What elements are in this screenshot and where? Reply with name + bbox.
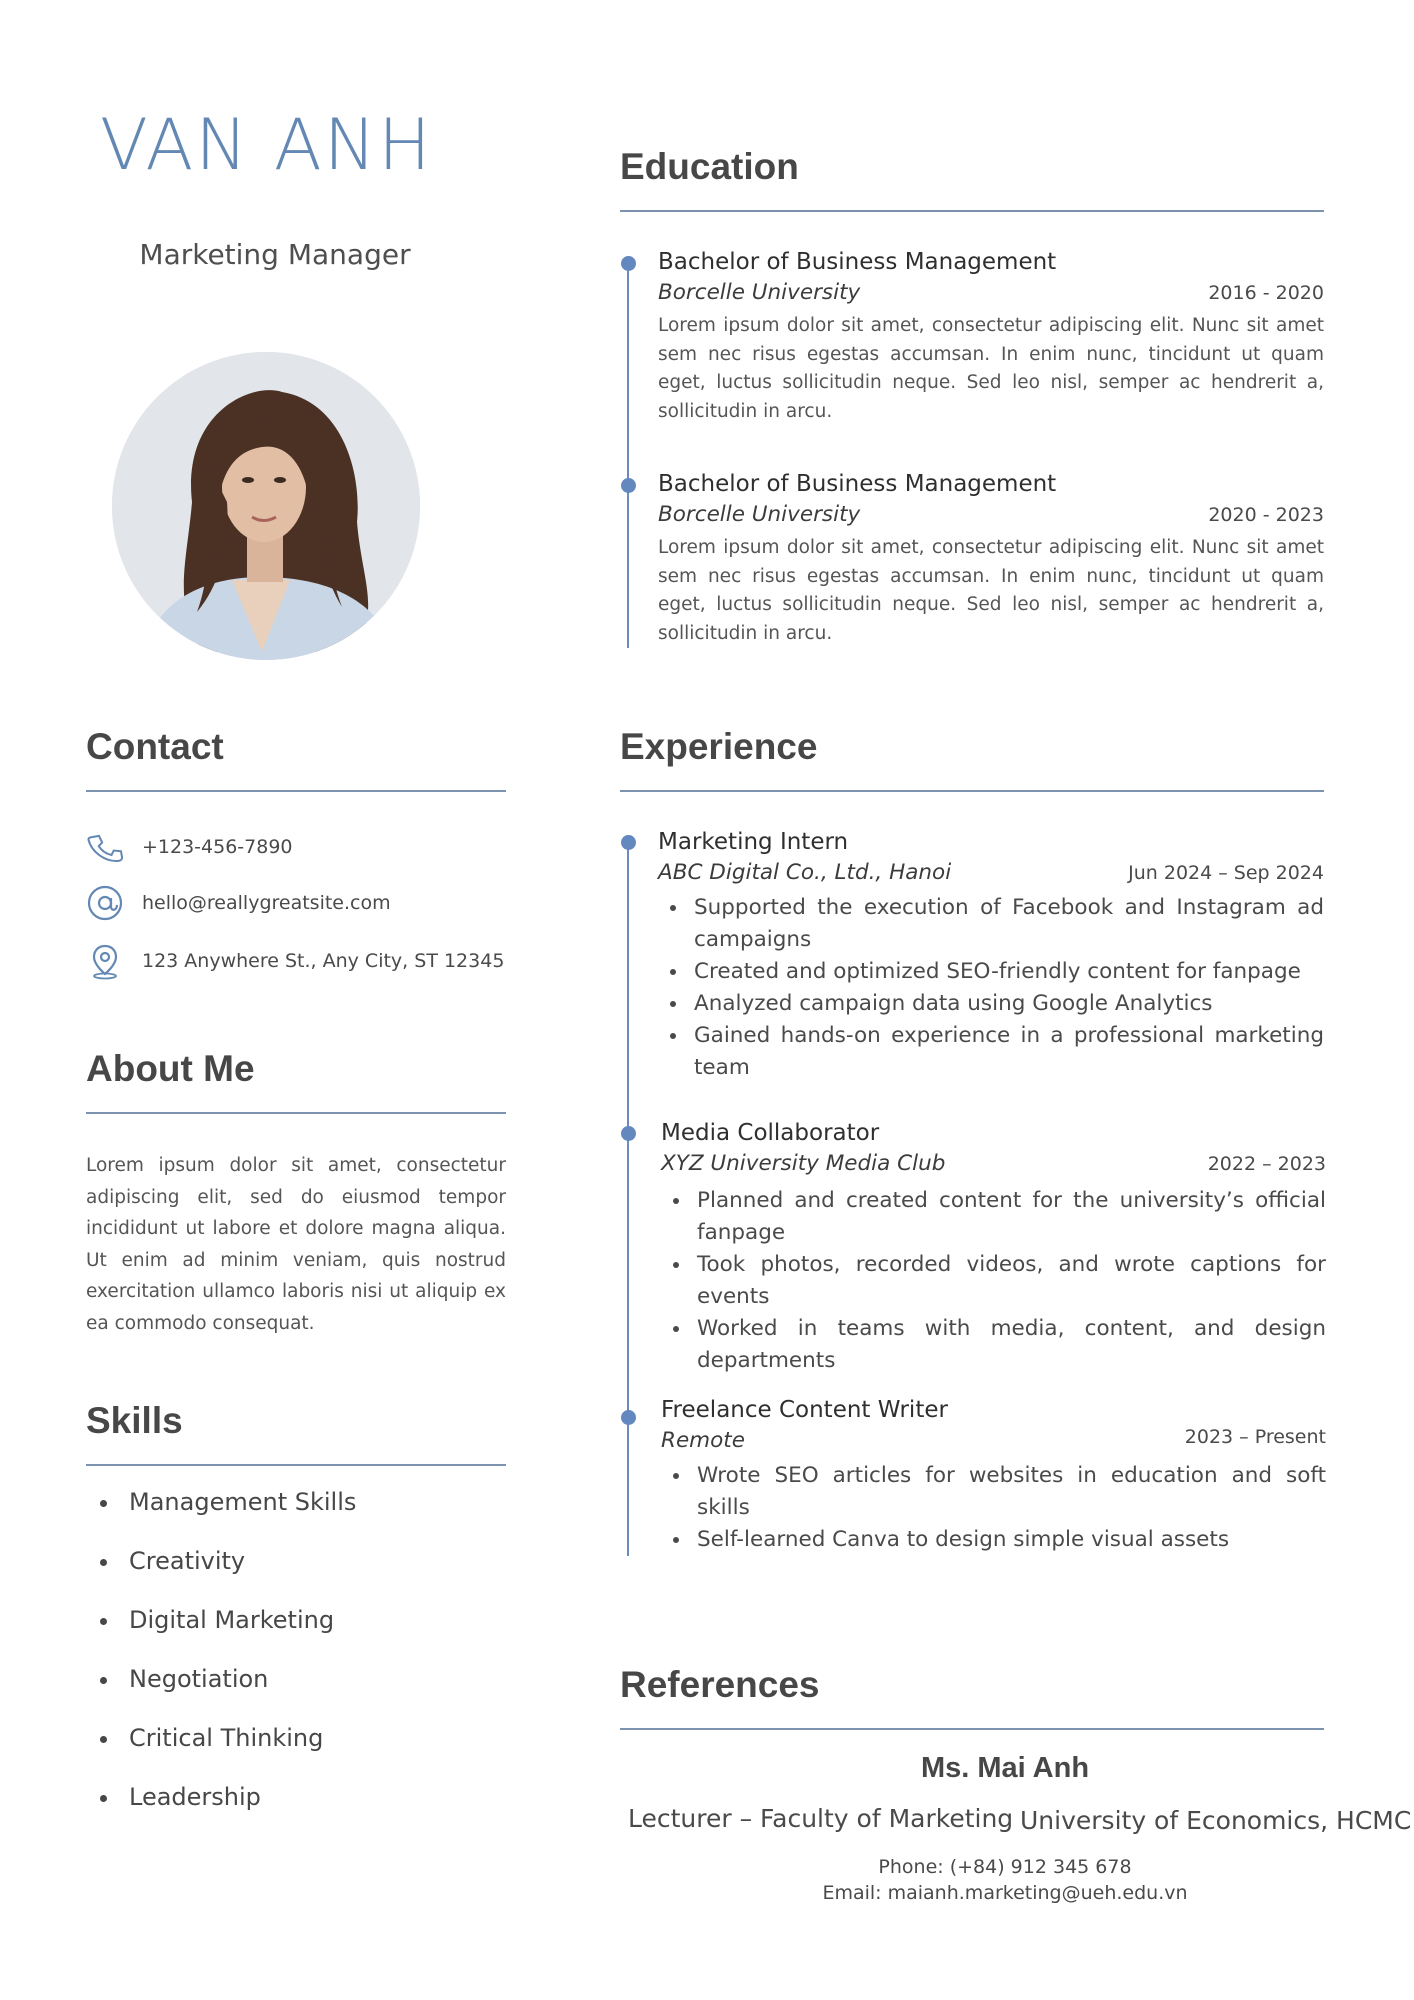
skill-item: Digital Marketing xyxy=(98,1606,518,1665)
experience-dates: 2023 – Present xyxy=(1184,1426,1326,1448)
skill-item: Negotiation xyxy=(98,1665,518,1724)
about-divider xyxy=(86,1112,506,1114)
experience-bullet: Planned and created content for the university’s official fanpage xyxy=(661,1185,1326,1249)
contact-divider xyxy=(86,790,506,792)
education-heading: Education xyxy=(620,146,799,187)
education-years: 2016 - 2020 xyxy=(1208,282,1324,304)
experience-org: ABC Digital Co., Ltd., Hanoi xyxy=(658,860,952,885)
references-heading: References xyxy=(620,1664,820,1705)
bullet-icon xyxy=(100,1559,107,1566)
resume-name: VAN ANH xyxy=(100,104,433,186)
experience-org: Remote xyxy=(661,1428,745,1453)
experience-bullet: Supported the execution of Facebook and Instagram ad campaigns xyxy=(658,892,1324,956)
education-description: Lorem ipsum dolor sit amet, consectetur adipiscing elit. Nunc sit amet sem nec risus egestas accumsan. In enim nunc, tincidunt ut quam eget, luctus sollicitudin neque. Sed leo nisl, semper ac hendrerit a, sollicitudin in arcu. xyxy=(658,537,1324,644)
experience-bullet: Worked in teams with media, content, and design departments xyxy=(661,1313,1326,1377)
timeline-dot xyxy=(621,256,636,271)
education-school: Borcelle University xyxy=(658,502,861,527)
bullet-icon xyxy=(100,1677,107,1684)
reference-organization: University of Economics, HCMC xyxy=(1020,1806,1412,1835)
contact-phone[interactable] xyxy=(86,826,526,868)
experience-bullet: Gained hands-on experience in a professional marketing team xyxy=(658,1020,1324,1084)
experience-title: Freelance Content Writer xyxy=(661,1397,948,1423)
phone-text: +123-456-7890 xyxy=(142,836,293,858)
skill-item: Leadership xyxy=(98,1783,518,1842)
experience-title: Marketing Intern xyxy=(658,829,849,855)
experience-dates: Jun 2024 – Sep 2024 xyxy=(1128,862,1324,884)
experience-org: XYZ University Media Club xyxy=(661,1151,946,1176)
experience-bullets xyxy=(661,1460,1326,1556)
contact-address xyxy=(86,940,526,982)
reference-role: Lecturer – Faculty of Marketing xyxy=(628,1804,1014,1833)
experience-bullets xyxy=(658,892,1324,1084)
education-years: 2020 - 2023 xyxy=(1208,504,1324,526)
education-divider xyxy=(620,210,1324,212)
reference-email[interactable]: Email: maianh.marketing@ueh.edu.vn xyxy=(822,1882,1188,1904)
experience-bullet: Wrote SEO articles for websites in education and soft skills xyxy=(661,1460,1326,1524)
skills-heading: Skills xyxy=(86,1400,183,1441)
bullet-icon xyxy=(100,1736,107,1743)
contact-email[interactable] xyxy=(86,882,526,924)
skill-item: Critical Thinking xyxy=(98,1724,518,1783)
experience-dates: 2022 – 2023 xyxy=(1207,1153,1326,1175)
skills-divider xyxy=(86,1464,506,1466)
email-text: hello@reallygreatsite.com xyxy=(142,892,391,914)
bullet-icon xyxy=(100,1618,107,1625)
experience-bullet: Analyzed campaign data using Google Analytics xyxy=(658,988,1324,1020)
job-title: Marketing Manager xyxy=(139,238,411,271)
timeline-dot xyxy=(621,1126,636,1141)
education-timeline xyxy=(627,264,629,648)
timeline-dot xyxy=(621,1410,636,1425)
education-degree: Bachelor of Business Management xyxy=(658,249,1057,275)
profile-photo xyxy=(112,352,420,660)
timeline-dot xyxy=(621,478,636,493)
education-description: Lorem ipsum dolor sit amet, consectetur adipiscing elit. Nunc sit amet sem nec risus egestas accumsan. In enim nunc, tincidunt ut quam eget, luctus sollicitudin neque. Sed leo nisl, semper ac hendrerit a, sollicitudin in arcu. xyxy=(658,315,1324,422)
skills-list xyxy=(98,1488,518,1842)
experience-heading: Experience xyxy=(620,726,818,767)
at-sign-icon xyxy=(86,884,124,922)
about-heading: About Me xyxy=(86,1048,255,1089)
experience-bullet: Self-learned Canva to design simple visual assets xyxy=(661,1524,1326,1556)
about-text: Lorem ipsum dolor sit amet, consectetur adipiscing elit, sed do eiusmod tempor incididunt ut labore et dolore magna aliqua. Ut enim ad minim veniam, quis nostrud exercitation ullamco laboris nisi ut aliquip ex ea commodo consequat. xyxy=(86,1155,506,1334)
experience-timeline xyxy=(627,842,629,1556)
reference-phone: Phone: (+84) 912 345 678 xyxy=(878,1856,1132,1878)
location-pin-icon xyxy=(86,942,124,980)
education-degree: Bachelor of Business Management xyxy=(658,471,1057,497)
bullet-icon xyxy=(100,1500,107,1507)
references-divider xyxy=(620,1728,1324,1730)
skill-item: Management Skills xyxy=(98,1488,518,1547)
skill-item: Creativity xyxy=(98,1547,518,1606)
reference-name: Ms. Mai Anh xyxy=(920,1752,1090,1784)
timeline-dot xyxy=(621,835,636,850)
experience-bullets xyxy=(661,1185,1326,1377)
address-text: 123 Anywhere St., Any City, ST 12345 xyxy=(142,950,505,972)
education-school: Borcelle University xyxy=(658,280,861,305)
bullet-icon xyxy=(100,1795,107,1802)
experience-bullet: Created and optimized SEO-friendly content for fanpage xyxy=(658,956,1324,988)
contact-heading: Contact xyxy=(86,726,224,767)
experience-title: Media Collaborator xyxy=(661,1120,880,1146)
phone-icon xyxy=(86,828,124,866)
experience-divider xyxy=(620,790,1324,792)
experience-bullet: Took photos, recorded videos, and wrote captions for events xyxy=(661,1249,1326,1313)
portrait-illustration xyxy=(112,352,420,660)
